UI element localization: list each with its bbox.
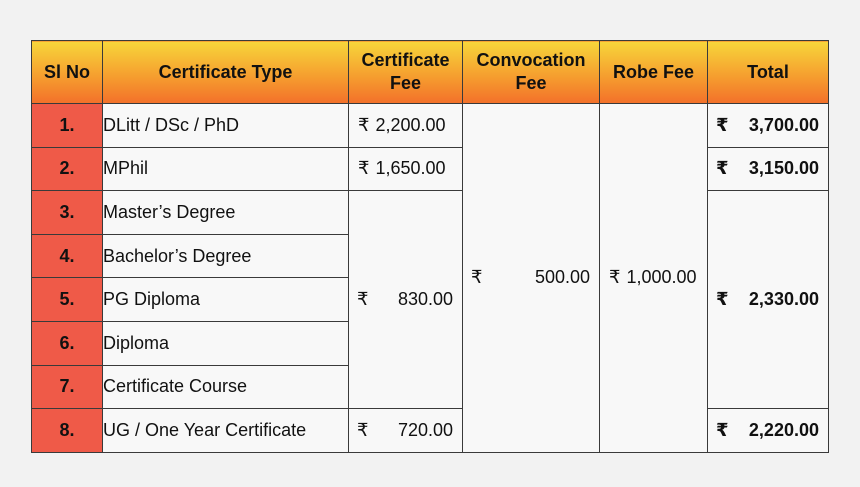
fee-table-container: [31, 40, 829, 453]
amount: 720.00: [397, 419, 453, 440]
certificate-type-cell: Master’s Degree: [103, 191, 349, 235]
certificate-type-cell: Certificate Course: [103, 365, 349, 409]
certificate-type-cell: Diploma: [103, 321, 349, 365]
amount: 2,330.00: [748, 289, 819, 310]
amount: 500.00: [534, 267, 590, 288]
amount: 3,700.00: [748, 114, 819, 135]
table-row: [32, 147, 829, 191]
sl-no-cell: 4.: [32, 234, 103, 278]
sl-no-cell: 2.: [32, 147, 103, 191]
certificate-type-cell: MPhil: [103, 147, 349, 191]
currency-symbol: ₹: [609, 267, 621, 288]
convocation-fee-cell: [463, 104, 600, 453]
currency-symbol: ₹: [357, 419, 369, 440]
header-row: [32, 41, 829, 104]
currency-symbol: ₹: [357, 289, 369, 310]
header-convocation-fee: Convocation Fee: [463, 41, 600, 104]
currency-symbol: ₹: [358, 158, 370, 179]
currency-symbol: ₹: [716, 289, 729, 310]
table-row: [32, 191, 829, 235]
sl-no-cell: 8.: [32, 409, 103, 453]
fee-table: [31, 40, 829, 453]
sl-no-cell: 5.: [32, 278, 103, 322]
amount: 2,220.00: [748, 419, 819, 440]
amount: 1,650.00: [375, 158, 446, 179]
certificate-fee-cell: [349, 191, 463, 409]
certificate-type-cell: Bachelor’s Degree: [103, 234, 349, 278]
sl-no-cell: 1.: [32, 104, 103, 148]
sl-no-cell: 7.: [32, 365, 103, 409]
certificate-fee-cell: [349, 409, 463, 453]
currency-symbol: ₹: [358, 114, 370, 135]
robe-fee-cell: [600, 104, 708, 453]
currency-symbol: ₹: [716, 419, 729, 440]
header-sl-no: Sl No: [32, 41, 103, 104]
certificate-fee-cell: [349, 104, 463, 148]
header-total: Total: [708, 41, 829, 104]
currency-symbol: ₹: [716, 158, 729, 179]
total-cell: [708, 104, 829, 148]
total-cell: [708, 147, 829, 191]
certificate-type-cell: UG / One Year Certificate: [103, 409, 349, 453]
amount: 1,000.00: [626, 267, 697, 288]
table-row: [32, 409, 829, 453]
certificate-type-cell: PG Diploma: [103, 278, 349, 322]
total-cell: [708, 191, 829, 409]
amount: 3,150.00: [748, 158, 819, 179]
header-certificate-type: Certificate Type: [103, 41, 349, 104]
currency-symbol: ₹: [716, 114, 729, 135]
header-certificate-fee: Certificate Fee: [349, 41, 463, 104]
sl-no-cell: 3.: [32, 191, 103, 235]
certificate-type-cell: DLitt / DSc / PhD: [103, 104, 349, 148]
certificate-fee-cell: [349, 147, 463, 191]
amount: 2,200.00: [375, 114, 446, 135]
sl-no-cell: 6.: [32, 321, 103, 365]
header-robe-fee: Robe Fee: [600, 41, 708, 104]
currency-symbol: ₹: [471, 267, 483, 288]
table-row: [32, 104, 829, 148]
total-cell: [708, 409, 829, 453]
amount: 830.00: [397, 289, 453, 310]
